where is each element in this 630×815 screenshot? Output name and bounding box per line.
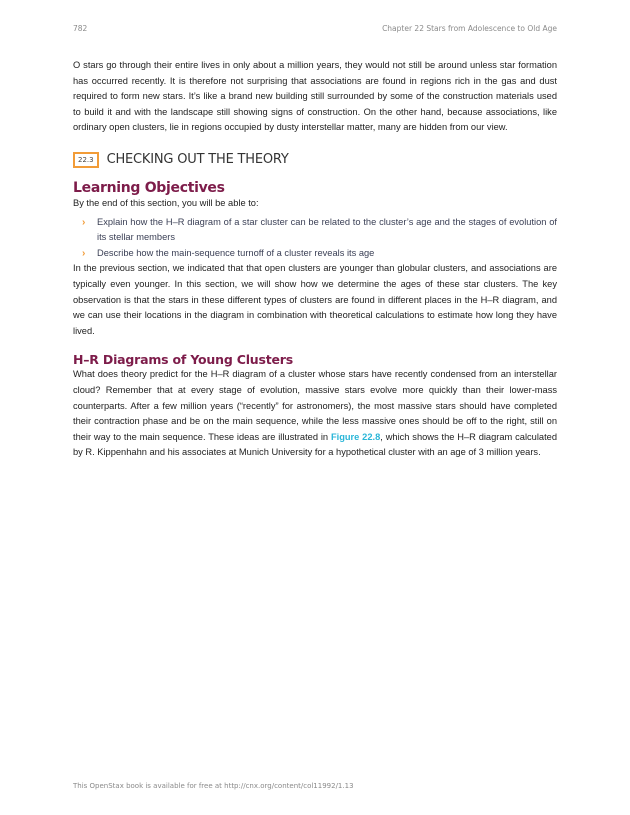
subsection-text-end: , which shows the H–R diagram calculated by R. Kippenhahn and his associates at Munich University for a hypothetical cluster with an age of 3 million years. — [73, 431, 557, 458]
subsection-heading: H–R Diagrams of Young Clusters — [73, 352, 293, 368]
objectives-list — [73, 215, 557, 262]
objective-item — [73, 246, 557, 262]
page-footer: This OpenStax book is available for free at http://cnx.org/content/col11992/1.13 — [73, 782, 354, 790]
learning-objectives-intro: By the end of this section, you will be able to: — [73, 197, 259, 208]
intro-paragraph: O stars go through their entire lives in only about a million years, they would not still be around unless star formation has occurred recently. It is therefore not surprising that associations are found in regions rich in the gas and dust required to form new stars. It’s like a brand new building still surrounded by some of the construction materials used to build it and with the landscape still showing signs of construction. On the other hand, because associations, like ordinary open clusters, lie in regions occupied by dusty interstellar matter, many are hidden from our view. — [73, 60, 557, 133]
chevron-right-icon: › — [82, 216, 86, 228]
section-title: CHECKING OUT THE THEORY — [106, 152, 289, 168]
page-content — [73, 58, 557, 461]
objective-text: Explain how the H–R diagram of a star cluster can be related to the cluster’s age and the stages of evolution of its stellar members — [97, 216, 557, 243]
subsection-paragraph — [73, 367, 557, 461]
learning-objectives-heading: Learning Objectives — [73, 179, 225, 196]
chevron-right-icon: › — [82, 247, 86, 259]
figure-link[interactable]: Figure 22.8 — [330, 431, 381, 442]
section-number: 22.3 — [73, 152, 99, 168]
section-heading — [73, 150, 557, 170]
body-paragraph: In the previous section, we indicated that that open clusters are younger than globular clusters, and associations are typically even younger. In this section, we will show how we determine the ages of these star clusters. The key observation is that the stars in these different types of clusters are found in different places in the H–R diagram, and we can use their locations in the diagram in combination with theoretical calculations to estimate how long they have lived. — [73, 263, 557, 336]
objective-item — [73, 215, 557, 246]
running-head: Chapter 22 Stars from Adolescence to Old Age — [382, 24, 557, 33]
objective-text: Describe how the main-sequence turnoff of a cluster reveals its age — [97, 247, 375, 258]
subsection-text-start: What does theory predict for the H–R diagram of a cluster whose stars have recently condensed from an interstellar cloud? Remember that at every stage of evolution, massive stars evolve more quickly than their lower-mass counterparts. After a few million years (“recently” for astronomers), the most massive stars should have completed their contraction phase and be on the main sequence, while the less massive ones should be off to the right, still on their way to the main sequence. These ideas are illustrated in — [73, 369, 557, 442]
page-number: 782 — [73, 24, 88, 33]
page-header — [73, 24, 557, 38]
